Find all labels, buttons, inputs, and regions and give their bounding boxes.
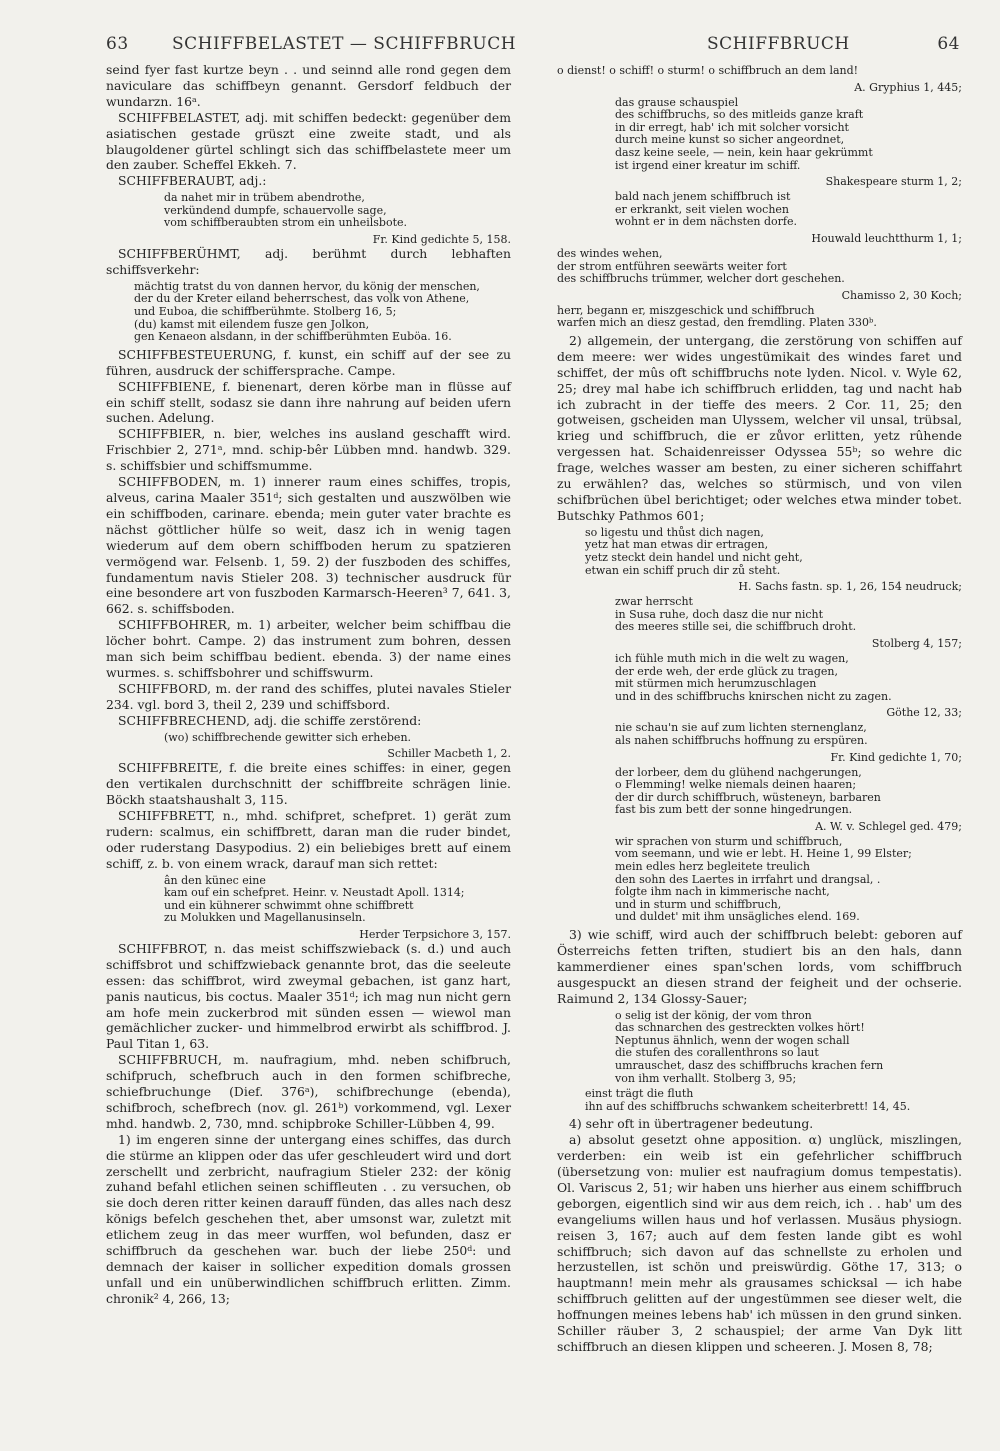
quote-line: mit stürmen mich herumzuschlagen <box>615 677 817 691</box>
citation: Fr. Kind gedichte 5, 158. <box>372 233 511 247</box>
quote-line: und ein kühnerer schwimmt ohne schiffbrett <box>164 898 414 912</box>
quote-line: (wo) schiffbrechende gewitter sich erheben. <box>164 730 412 744</box>
quote-line: des schiffbruchs, so des mitleids ganze kraft <box>615 108 864 122</box>
quote-line: herr, begann er, miszgeschick und schiffbruch <box>557 303 815 317</box>
sense-4: 4) sehr oft in übertragener bedeutung. <box>569 1116 814 1132</box>
quote-line: dasz keine seele, — nein, kein haar gekrümmt <box>615 145 873 159</box>
entry-schiffbreite: SCHIFFBREITE, f. die breite eines schiffes: in einer, gegen den vertikalen durchschnitt der schiffbreite schrägen linie. Böckh staatshaushalt 3, 115. <box>106 760 511 807</box>
running-title-left: SCHIFFBELASTET — SCHIFFBRUCH <box>172 34 517 54</box>
entry-schiffbesteuerung: SCHIFFBESTEUERUNG, f. kunst, ein schiff auf der see zu führen, ausdruck der schiffersprache. Campe. <box>106 346 511 378</box>
quotation <box>557 722 962 747</box>
sense-2: 2) allgemein, der untergang, die zerstörung von schiffen auf dem meere: wer wides ungestümikait des windes faret und schiffet, der mûs oft schiffbruchs note lyden. Nicol. v. Wyle 62, 25; drey mal habe ich schiffbruch erlidden, tag und nacht hab ich zubracht in der tieffe des meers. 2 Cor. 11, 25; den gotweisen, gscheiden man Ulyssem, welcher vil unsal, trübsal, krieg und schiffbruch, die er zůvor erlitten, yetz rûhende vergessen hat. Schaidenreisser Odyssea 55ᵇ; so wehre dic frage, welches wasser am besten, zu einer sicheren schiffahrt zu erwählen? das, welches so stürmisch, und von vilen schifbrüchen übel berichtiget; oder welches etwa minder tobet. Butschky Pathmos 601; <box>557 332 962 523</box>
quote-line: ist irgend einer kreatur im schiff. <box>615 158 801 172</box>
quote-line: der dir durch schiffbruch, wüsteneyn, barbaren <box>615 790 881 804</box>
quote-line: folgte ihm nach in kimmerische nacht, <box>615 885 830 899</box>
quotation <box>557 1010 962 1086</box>
quote-line: durch meine kunst so sicher angeordnet, <box>615 133 845 147</box>
citation: Fr. Kind gedichte 1, 70; <box>830 750 962 764</box>
running-title-right: SCHIFFBRUCH <box>707 34 850 54</box>
quotation <box>557 653 962 703</box>
quote-line: der erde weh, der erde glück zu tragen, <box>615 664 838 678</box>
entry-schiffbord: SCHIFFBORD, m. der rand des schiffes, plutei navales Stieler 234. vgl. bord 3, theil 2, 239 und schiffsbord. <box>106 680 511 712</box>
quote-line: von ihm verhallt. Stolberg 3, 95; <box>615 1071 797 1085</box>
quote-line: in Susa ruhe, doch dasz die nur nicht <box>615 607 824 621</box>
quote-line: mächtig tratst du von dannen hervor, du könig der menschen, <box>134 279 480 293</box>
quote-line: er erkrankt, seit vielen wochen <box>615 202 789 216</box>
quote-line: vom schiffberaubten strom ein unheilsbote. <box>164 216 408 230</box>
quote-line: das grause schauspiel <box>615 95 739 109</box>
quote-line: die stufen des corallenthrons so laut <box>615 1046 819 1060</box>
quotation <box>557 65 962 78</box>
citation: Shakespeare sturm 1, 2; <box>825 175 962 189</box>
quote-line: des meeres stille sei, die schiffbruch droht. <box>615 620 857 634</box>
quote-line: wir sprachen von sturm und schiffbruch, <box>615 834 843 848</box>
quote-line: vom seemann, und wie er lebt. H. Heine 1, 99 Elster; <box>615 847 912 861</box>
entry-schiffbelastet: SCHIFFBELASTET, adj. mit schiffen bedeckt: gegenüber dem asiatischen gestade grüszt eine zweite stadt, und als blaugoldener gürtel schlingt sich das schiffbelastete meer um den zauber. Scheffel Ekkeh. 7. <box>106 109 511 173</box>
quote-line: bald nach jenem schiffbruch ist <box>615 190 791 204</box>
entry-schiffbrett: SCHIFFBRETT, n., mhd. schifpret, schefpret. 1) gerät zum rudern: scalmus, ein schiffbrett, daran man die ruder bindet, oder ruderstang Dasypodius. 2) ein beliebiges brett auf einem schiff, z. b. von einem wrack, darauf man sich rettet: <box>106 807 511 871</box>
quote-line: o dienst! o schiff! o sturm! o schiffbruch an dem land! <box>557 64 859 77</box>
text-columns <box>106 62 962 1355</box>
citation: A. Gryphius 1, 445; <box>854 80 962 94</box>
quote-line: der strom entführen seewärts weiter fort <box>557 259 787 273</box>
entry-schiffbiene: SCHIFFBIENE, f. bienenart, deren körbe man in flüsse auf ein schiff stellt, sodasz sie dann ihre nahrung auf beiden ufern suchen. Adelung. <box>106 378 511 426</box>
sense-4a: a) absolut gesetzt ohne apposition. α) unglück, miszlingen, verderben: ein weib ist ein gefehrlicher schiffbruch (übersetzung von: mulier est naufragium domus tempestatis). Ol. Variscus 2, 51; wir haben uns hierher aus einem schiffbruch geborgen, eigentlich sind wir aus dem reich, ich . . hab' um des evangeliums willen haus und hof verlassen. Musäus physiogn. reisen 3, 167; auch auf dem festen lande gibt es wohl schiffbruch; sich davon auf das schnellste zu erholen und herzustellen, ist schön und preiswürdig. Göthe 17, 313; o hauptmann! mein mehr als grausames schicksal — ich habe schiffbruch gelitten auf der ungestümmen see dieser welt, die hoffnungen meines lebens hab' ich müssen in den grund sinken. Schiller räuber 3, 2 schauspiel; der arme Van Dyk litt schiffbruch an diesen klippen und scheeren. J. Mosen 8, 78; <box>557 1132 962 1354</box>
quote-line: da nahet mir in trübem abendrothe, <box>164 191 365 205</box>
quotation <box>106 732 511 745</box>
page-header <box>106 30 962 62</box>
quotation <box>557 305 962 330</box>
citation: Chamisso 2, 30 Koch; <box>841 288 962 302</box>
quote-line: des schiffbruchs trümmer, welcher dort geschehen. <box>557 272 845 286</box>
citation: H. Sachs fastn. sp. 1, 26, 154 neudruck; <box>738 580 962 594</box>
quote-line: der lorbeer, dem du glühend nachgerungen, <box>615 765 862 779</box>
quote-line: (du) kamst mit eilendem fusze gen Jolkon, <box>134 317 370 331</box>
quote-line: Neptunus ähnlich, wenn der wogen schall <box>615 1033 850 1047</box>
quote-line: o selig ist der könig, der vom thron <box>615 1008 812 1022</box>
entry-schiffbier: SCHIFFBIER, n. bier, welches ins ausland geschafft wird. Frischbier 2, 271ᵃ, mnd. schip-bêr Lübben mnd. handwb. 329. s. schiffsbier und schiffsmumme. <box>106 426 511 474</box>
entry-schiffbrot: SCHIFFBROT, n. das meist schiffszwieback (s. d.) und auch schiffsbrot und schiffzwieback genannte brot, das die seeleute essen: das schiffbrot, wird zweymal gebachen, ist ganz hart, panis nauticus, bis coctus. Maaler 351ᵈ; ich mag nun nicht gern am hofe mein zuckerbrod mit sünden essen — wiewol man gemächlicher zucker- und himmelbrod erwirbt als schiffbrod. J. Paul Titan 1, 63. <box>106 940 511 1052</box>
quote-line: als nahen schiffbruchs hoffnung zu erspüren. <box>615 733 868 747</box>
citation: Herder Terpsichore 3, 157. <box>359 927 511 941</box>
quote-line: und Euboa, die schiffberühmte. Stolberg 16, 5; <box>134 305 397 319</box>
quote-line: fast bis zum bett der sonne hingedrungen. <box>615 803 853 817</box>
entry-schiffbruch: SCHIFFBRUCH, m. naufragium, mhd. neben schifbruch, schifpruch, schefbruch auch in den formen schifbreche, schiefbruchunge (Dief. 376ᵃ), schifbrechunge (ebenda), schifbroch, schefbrech (nov. gl. 261ᵇ) vorkommend, vgl. Lexer mhd. handwb. 2, 730, mnd. schipbroke Schiller-Lübben 4, 99. <box>106 1052 511 1131</box>
quote-line: einst trägt die fluth <box>585 1087 694 1101</box>
citation: Göthe 12, 33; <box>886 706 962 720</box>
quote-line: warfen mich an diesz gestad, den fremdling. Platen 330ᵇ. <box>557 316 877 330</box>
quote-line: den sohn des Laertes in irrfahrt und drangsal, . <box>615 872 881 886</box>
quotation <box>557 596 962 634</box>
quote-line: yetz steckt dein handel und nicht geht, <box>585 550 803 564</box>
quote-line: kam ouf ein schefpret. Heinr. v. Neustadt Apoll. 1314; <box>164 886 465 900</box>
page-number-right: 64 <box>937 34 960 54</box>
quote-line: gen Kenaeon alsdann, in der schiffberühmten Euböa. 16. <box>134 330 452 344</box>
citation: Schiller Macbeth 1, 2. <box>387 747 511 761</box>
quote-line: umrauschet, dasz des schiffbruchs krachen fern <box>615 1058 884 1072</box>
quote-line: wohnt er in dem nächsten dorfe. <box>615 215 798 229</box>
quotation <box>557 527 962 577</box>
quote-line: zwar herrscht <box>615 595 693 609</box>
quotation <box>106 875 511 925</box>
quote-line: ihn auf des schiffbruchs schwankem scheiterbrett! 14, 45. <box>585 1099 911 1113</box>
quote-line: ich fühle muth mich in die welt zu wagen, <box>615 651 849 665</box>
left-column <box>106 62 511 1355</box>
citation: Houwald leuchtthurm 1, 1; <box>811 231 962 245</box>
quote-line: o Flemming! welke niemals deinen haaren; <box>615 778 857 792</box>
entry-schiffberaubt: SCHIFFBERAUBT, adj.: <box>118 173 267 189</box>
quotation <box>557 191 962 229</box>
quote-line: nie schau'n sie auf zum lichten sternenglanz, <box>615 721 867 735</box>
entry-schiffbrechend: SCHIFFBRECHEND, adj. die schiffe zerstörend: <box>118 712 422 728</box>
quotation <box>557 248 962 286</box>
entry-schiffboden: SCHIFFBODEN, m. 1) innerer raum eines schiffes, tropis, alveus, carina Maaler 351ᵈ; sich gestalten und auszwölben wie ein schiffboden, carinare. ebenda; mein guter vater brachte es nächst göttlicher hülfe so weit, dasz ich in wenig tagen wiederum auf dem obern schiffboden herum zu spatzieren vermögend war. Felsenb. 1, 59. 2) der fuszboden des schiffes, fundamentum navis Stieler 208. 3) technischer ausdruck für eine besondere art von fuszboden Karmarsch-Heeren³ 7, 641. 3, 662. s. schiffsboden. <box>106 474 511 617</box>
quote-line: das schnarchen des gestreckten volkes hört! <box>615 1021 865 1035</box>
quotation <box>557 97 962 173</box>
quote-line: etwan ein schiff pruch dir zů steht. <box>585 563 781 577</box>
right-column <box>557 62 962 1355</box>
quote-line: der du der Kreter eiland beherrschest, das volk von Athene, <box>134 292 470 306</box>
quote-line: und in des schiffbruchs knirschen nicht zu zagen. <box>615 689 892 703</box>
paragraph: seind fyer fast kurtze beyn . . und seinnd alle rond gegen dem naviculare das schiffbeyn genannt. Gersdorf feldbuch der wundarzn. 16ᵃ. <box>106 62 511 109</box>
citation: A. W. v. Schlegel ged. 479; <box>815 819 962 833</box>
quotation <box>557 1088 962 1113</box>
quote-line: in dir erregt, hab' ich mit solcher vorsicht <box>615 120 849 134</box>
quote-line: so ligestu und thůst dich nagen, <box>585 525 764 539</box>
quote-line: und in sturm und schiffbruch, <box>615 897 782 911</box>
quote-line: verkündend dumpfe, schauervolle sage, <box>164 203 387 217</box>
quotation <box>557 836 962 924</box>
quotation <box>106 281 511 344</box>
sense-3: 3) wie schiff, wird auch der schiffbruch belebt: geboren auf Österreichs fetten triften, studiert bis an den hals, dann kammerdiener eines span'schen lords, vom schiffbruch ausgespuckt an diesen strand der feigheit und der ochserie. Raimund 2, 134 Glossy-Sauer; <box>557 927 962 1006</box>
citation: Stolberg 4, 157; <box>871 636 962 650</box>
quote-line: ân den künec eine <box>164 873 266 887</box>
quote-line: und duldet' mit ihm unsägliches elend. 169. <box>615 910 860 924</box>
quote-line: des windes wehen, <box>557 246 663 260</box>
page-number-left: 63 <box>106 34 129 54</box>
entry-schiffberuehmt: SCHIFFBERÜHMT, adj. berühmt durch lebhaften schiffsverkehr: <box>106 246 511 277</box>
quote-line: yetz hat man etwas dir ertragen, <box>585 538 769 552</box>
quotation <box>106 192 511 230</box>
sense-1: 1) im engeren sinne der untergang eines schiffes, das durch die stürme an klippen oder das ufer geschleudert wird und dort zerschellt und zerbricht, naufragium Stieler 232: der könig zuhand befahl etlichen seinen schiffleuten . . zu versuchen, ob sie doch deren ritter keinen darauff fünden, das alles nach desz königs befelch geschehen thet, aber umsonst war, zuletzt mit etlichem zeug in das meer wurffen, wol befunden, dasz er schiffbruch da geschehen war. buch der liebe 250ᵈ: und demnach der kaiser in sollicher expedition domals grossen unfall und ein unüberwindlichen schiffbruch erlitten. Zimm. chronik² 4, 266, 13; <box>106 1131 511 1306</box>
quotation <box>557 767 962 817</box>
quote-line: mein edles herz begleitete treulich <box>615 860 810 874</box>
quote-line: zu Molukken und Magellanusinseln. <box>164 911 366 925</box>
entry-schiffbohrer: SCHIFFBOHRER, m. 1) arbeiter, welcher beim schiffbau die löcher bohrt. Campe. 2) das instrument zum bohren, dessen man sich beim schiffbau bedient. ebenda. 3) der name eines wurmes. s. schiffsbohrer und schiffswurm. <box>106 617 511 680</box>
